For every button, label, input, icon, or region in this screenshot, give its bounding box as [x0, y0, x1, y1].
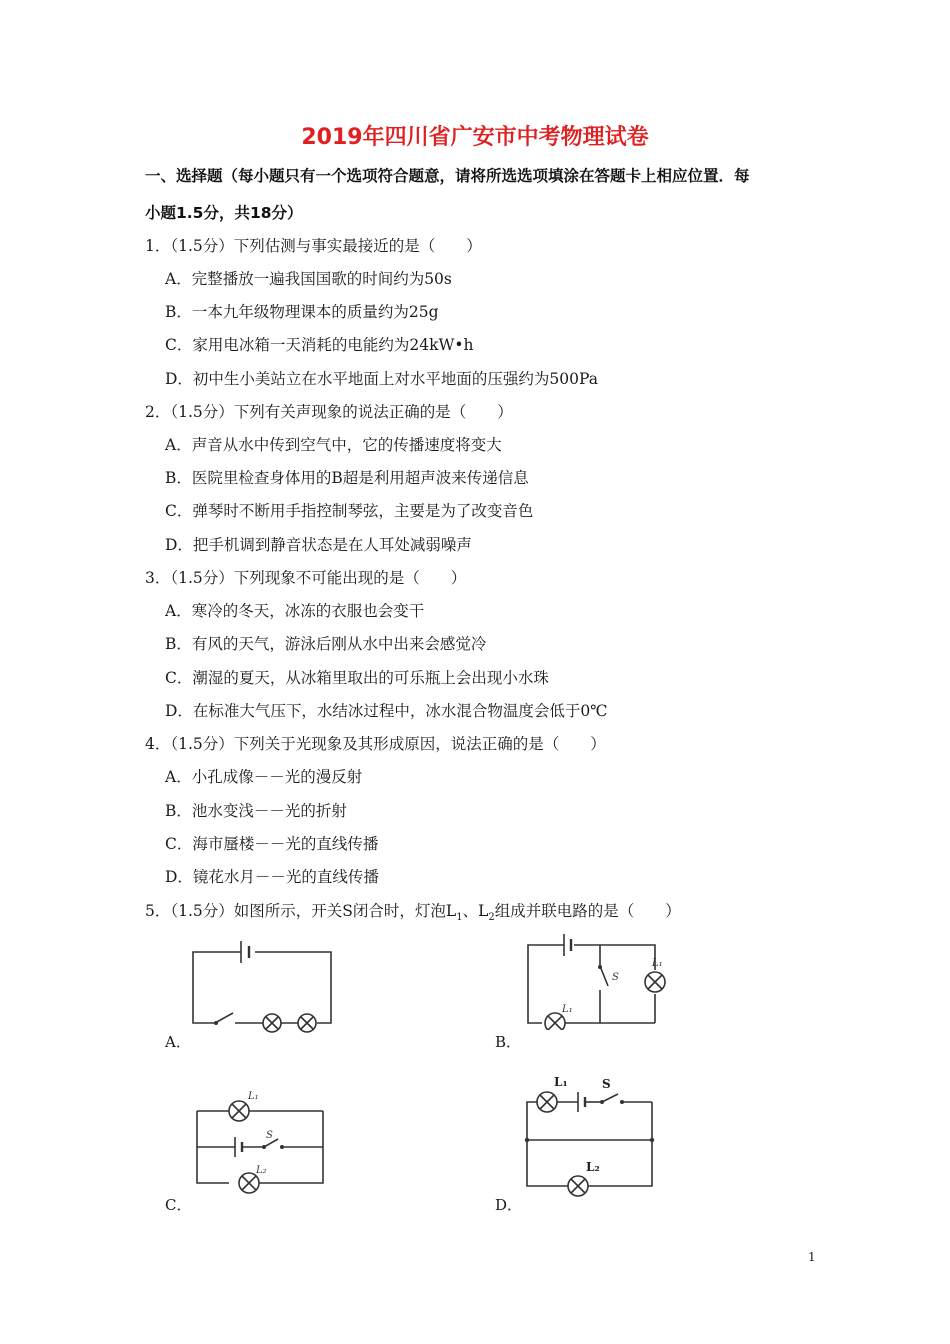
question-1-option-a: A．完整播放一遍我国国歌的时间约为50s	[165, 270, 452, 288]
lamp-label-l2: L₁	[652, 958, 663, 969]
question-1-option-b: B．一本九年级物理课本的质量约为25g	[165, 303, 439, 321]
circuit-diagram-a	[185, 935, 345, 1035]
exam-title: 2019年四川省广安市中考物理试卷	[301, 125, 649, 150]
section-heading-line1: 一、选择题（每小题只有一个选项符合题意，请将所选选项填涂在答题卡上相应位置．每	[145, 167, 750, 185]
question-3-option-a: A．寒冷的冬天，冰冻的衣服也会变干	[165, 602, 425, 620]
lamp-label-l1: L₁	[554, 1075, 568, 1089]
question-2-option-b: B．医院里检查身体用的B超是利用超声波来传递信息	[165, 469, 529, 487]
section-heading-line2: 小题1.5分，共18分）	[145, 204, 303, 222]
question-1-stem: 1．（1.5分）下列估测与事实最接近的是（ ）	[145, 237, 482, 255]
question-3-stem: 3．（1.5分）下列现象不可能出现的是（ ）	[145, 569, 467, 587]
question-1-option-c: C．家用电冰箱一天消耗的电能约为24kW•h	[165, 336, 474, 354]
question-2-option-d: D．把手机调到静音状态是在人耳处减弱噪声	[165, 536, 472, 554]
option-a-label: A．	[165, 1033, 191, 1051]
question-4-option-b: B．池水变浅－－光的折射	[165, 802, 347, 820]
question-2-stem: 2．（1.5分）下列有关声现象的说法正确的是（ ）	[145, 403, 513, 421]
question-3-option-c: C．潮湿的夏天，从冰箱里取出的可乐瓶上会出现小水珠	[165, 669, 549, 687]
question-5-stem: 5．（1.5分）如图所示，开关S闭合时，灯泡$L_1$、$L_2$组成并联电路的是（ ）	[145, 902, 681, 924]
lamp-label-l2: L₂	[586, 1160, 600, 1174]
switch-label-s: S	[266, 1130, 273, 1141]
lamp-label-l1: L₁	[562, 1004, 573, 1015]
circuit-diagram-b	[520, 930, 670, 1030]
option-d-label: D．	[495, 1196, 523, 1214]
question-2-option-c: C．弹琴时不断用手指控制琴弦，主要是为了改变音色	[165, 502, 534, 520]
switch-label-s: S	[602, 1077, 611, 1091]
page-number: 1	[808, 1250, 816, 1264]
option-b-label: B．	[495, 1033, 522, 1051]
question-4-stem: 4．（1.5分）下列关于光现象及其形成原因，说法正确的是（ ）	[145, 735, 606, 753]
circuit-diagram-d	[520, 1072, 665, 1202]
question-4-option-d: D．镜花水月－－光的直线传播	[165, 868, 379, 886]
switch-label-s: S	[612, 972, 619, 983]
option-c-label: C．	[165, 1196, 192, 1214]
lamp-label-l1: L₁	[248, 1091, 259, 1102]
question-4-option-c: C．海市蜃楼－－光的直线传播	[165, 835, 379, 853]
question-1-option-d: D．初中生小美站立在水平地面上对水平地面的压强约为500Pa	[165, 370, 598, 388]
question-3-option-d: D．在标准大气压下，水结冰过程中，冰水混合物温度会低于0℃	[165, 702, 608, 720]
question-3-option-b: B．有风的天气，游泳后刚从水中出来会感觉冷	[165, 635, 487, 653]
question-4-option-a: A．小孔成像－－光的漫反射	[165, 768, 363, 786]
question-2-option-a: A．声音从水中传到空气中，它的传播速度将变大	[165, 436, 502, 454]
lamp-label-l2: L₂	[256, 1165, 267, 1176]
circuit-diagram-c	[190, 1085, 330, 1200]
